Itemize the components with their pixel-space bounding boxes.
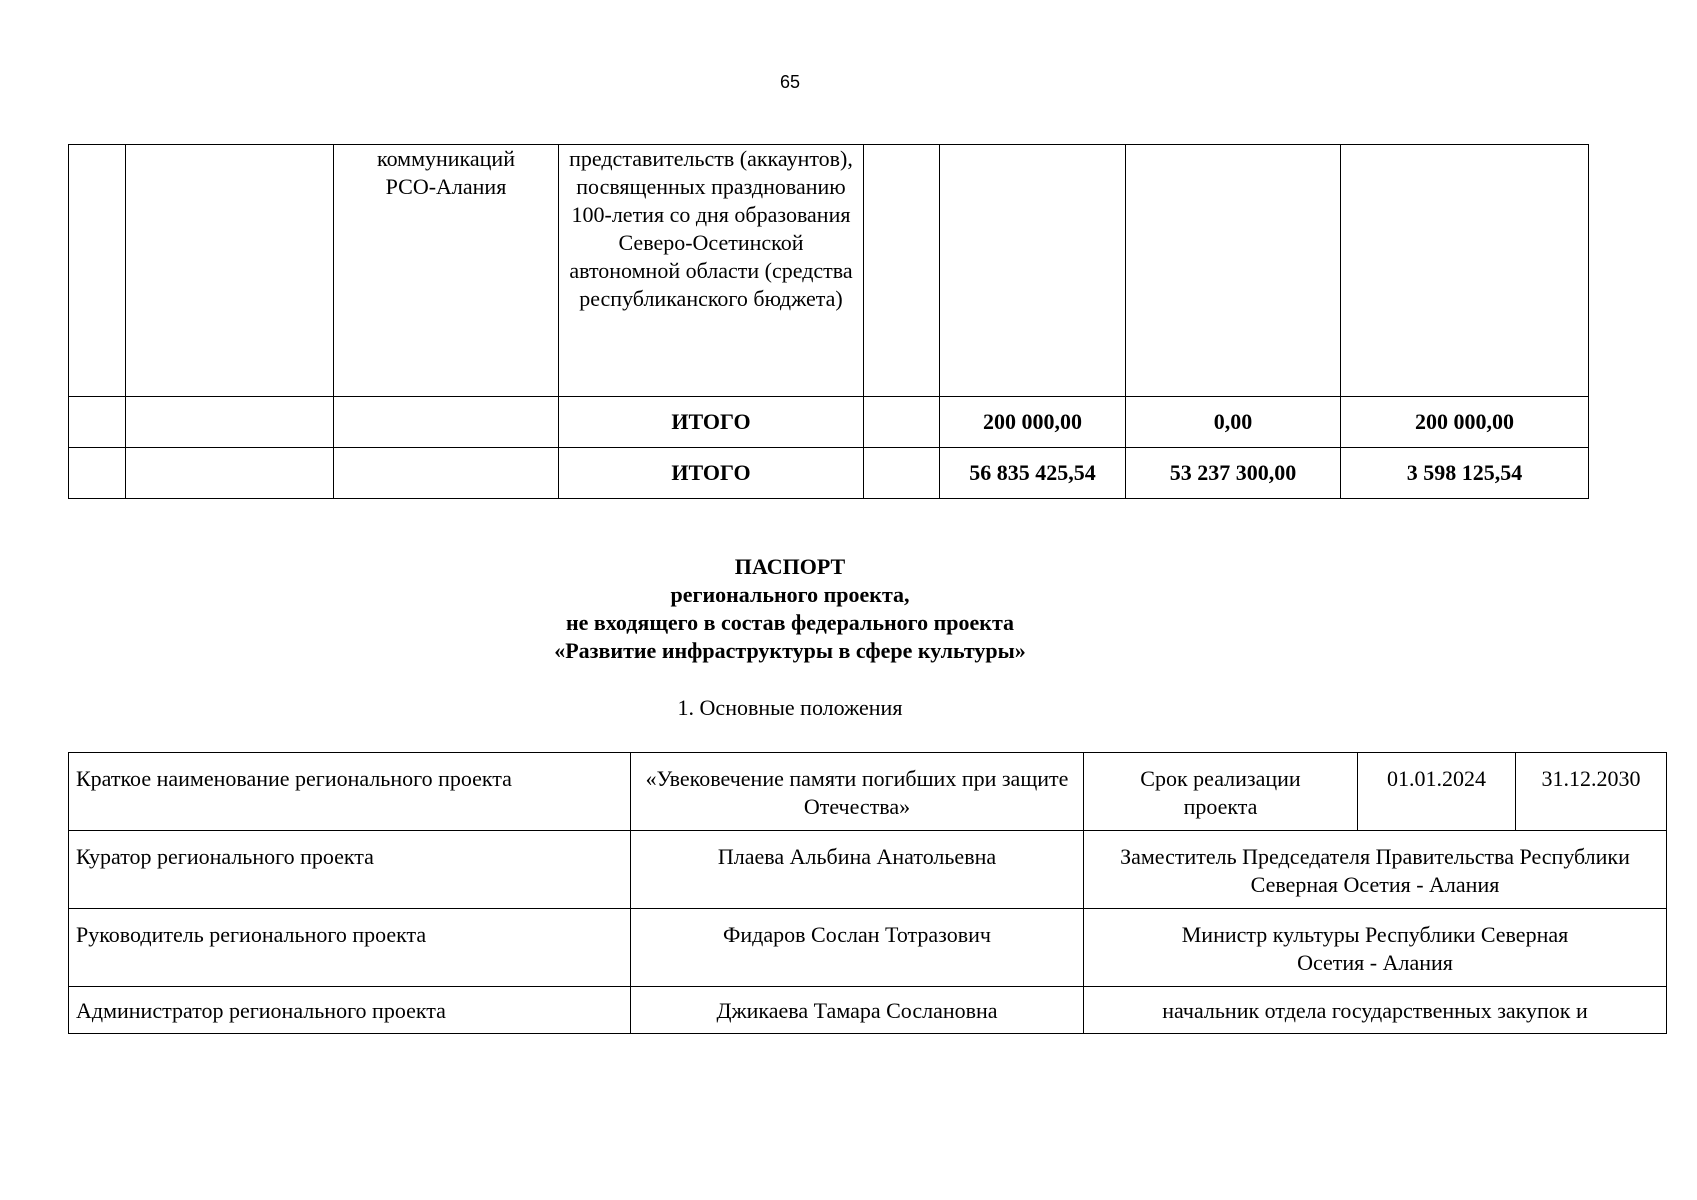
- table-cell: [864, 397, 940, 448]
- table-cell: [334, 397, 559, 448]
- term-label: Срок реализации проекта: [1084, 753, 1358, 831]
- table-row: [69, 987, 1667, 1034]
- head-position: Министр культуры Республики Северная Осетия - Алания: [1084, 909, 1667, 987]
- table-cell: [69, 145, 126, 397]
- short-name-value: «Увековечение памяти погибших при защите Отечества»: [631, 753, 1084, 831]
- table-cell: [69, 397, 126, 448]
- total-label: ИТОГО: [559, 397, 864, 448]
- table-row: [69, 753, 1667, 831]
- total-row: [69, 397, 1589, 448]
- table-cell: [864, 448, 940, 499]
- event-description-cell: представительств (аккаунтов), посвященных празднованию 100-летия со дня образования Северо-Осетинской автономной области (средства республиканского бюджета): [559, 145, 864, 397]
- table-cell: [1341, 145, 1589, 397]
- table-row: [69, 145, 1589, 397]
- administrator-label: Администратор регионального проекта: [69, 987, 631, 1034]
- table-cell: [126, 397, 334, 448]
- federal-amount: 0,00: [1126, 397, 1341, 448]
- total-label: ИТОГО: [559, 448, 864, 499]
- start-date: 01.01.2024: [1358, 753, 1516, 831]
- total-amount: 200 000,00: [940, 397, 1126, 448]
- table-cell: [1126, 145, 1341, 397]
- end-date: 31.12.2030: [1516, 753, 1667, 831]
- responsible-cell: коммуникаций РСО-Алания: [334, 145, 559, 397]
- curator-name: Плаева Альбина Анатольевна: [631, 831, 1084, 909]
- table-cell: [126, 448, 334, 499]
- table-cell: [126, 145, 334, 397]
- short-name-label: Краткое наименование регионального проекта: [69, 753, 631, 831]
- page-number: 65: [779, 72, 801, 92]
- administrator-name: Джикаева Тамара Сослановна: [631, 987, 1084, 1034]
- head-label: Руководитель регионального проекта: [69, 909, 631, 987]
- section-title: 1. Основные положения: [677, 695, 903, 720]
- regional-amount: 200 000,00: [1341, 397, 1589, 448]
- heading-line: «Развитие инфраструктуры в сфере культуры»: [554, 638, 1026, 663]
- heading-line: ПАСПОРТ: [734, 554, 846, 579]
- heading-line: не входящего в состав федерального проекта: [565, 610, 1015, 635]
- total-row: [69, 448, 1589, 499]
- curator-label: Куратор регионального проекта: [69, 831, 631, 909]
- table-cell: [69, 448, 126, 499]
- regional-amount: 3 598 125,54: [1341, 448, 1589, 499]
- table-row: [69, 831, 1667, 909]
- table-cell: [864, 145, 940, 397]
- heading-line: регионального проекта,: [670, 582, 910, 607]
- table-cell: [940, 145, 1126, 397]
- passport-table: [68, 752, 1667, 1034]
- curator-position: Заместитель Председателя Правительства Республики Северная Осетия - Алания: [1084, 831, 1667, 909]
- administrator-position: начальник отдела государственных закупок и: [1084, 987, 1667, 1034]
- head-name: Фидаров Сослан Тотразович: [631, 909, 1084, 987]
- budget-table: [68, 144, 1589, 499]
- total-amount: 56 835 425,54: [940, 448, 1126, 499]
- passport-heading: [0, 553, 1580, 665]
- table-row: [69, 909, 1667, 987]
- federal-amount: 53 237 300,00: [1126, 448, 1341, 499]
- table-cell: [334, 448, 559, 499]
